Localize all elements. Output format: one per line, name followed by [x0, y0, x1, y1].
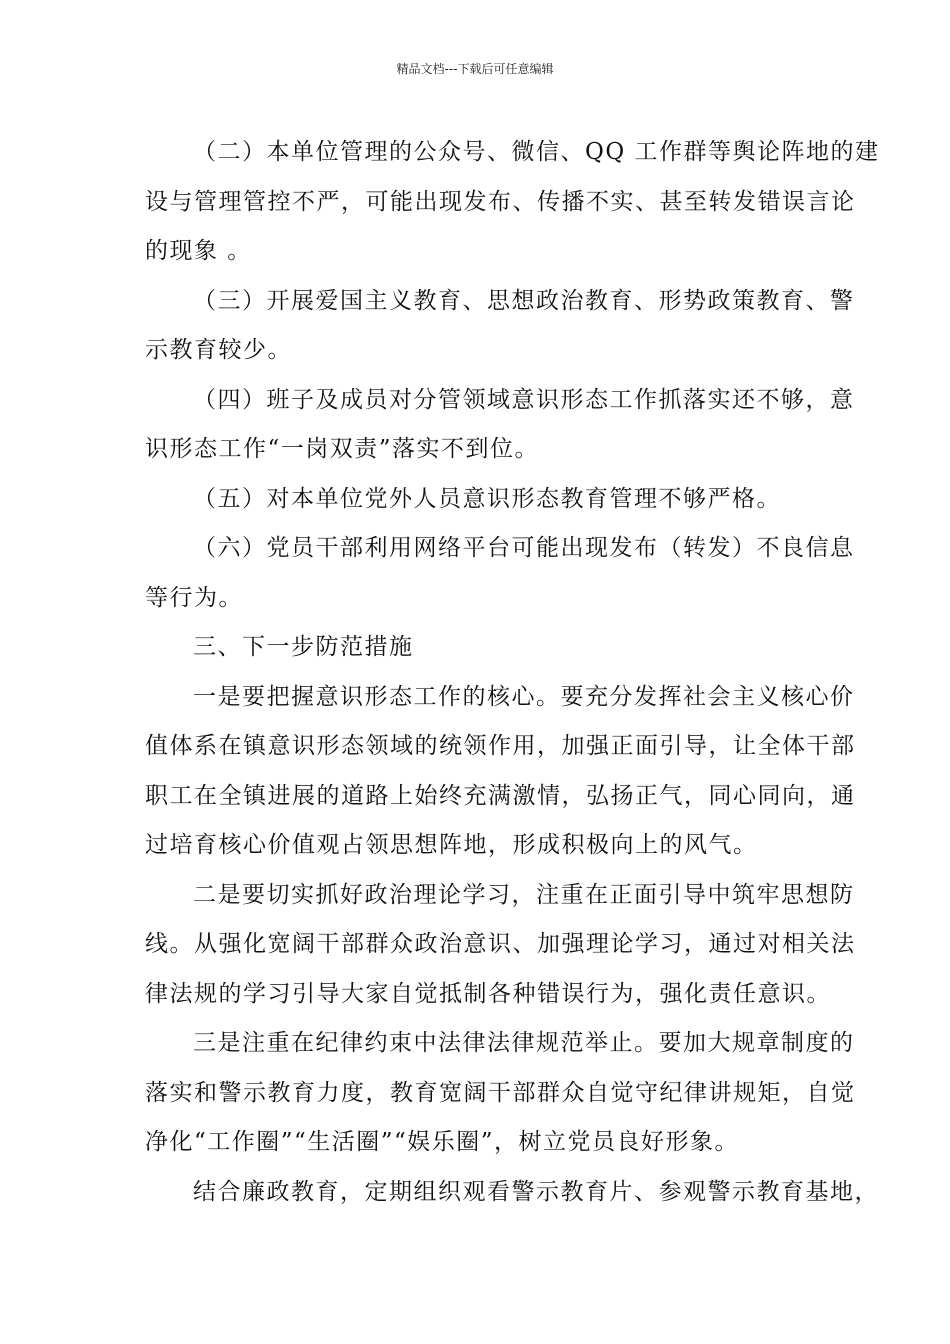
text-line: 等行为。 — [145, 584, 243, 611]
text-line: 示教育较少。 — [145, 337, 292, 363]
text-line: 值体系在镇意识形态领域的统领作用，加强正面引导，让全体干部 — [145, 733, 856, 759]
heading-text: 三、下一步防范措施 — [193, 634, 414, 660]
text-line: 的现象 。 — [145, 238, 252, 264]
text-line: 一是要把握意识形态工作的核心。要充分发挥社会主义核心价 — [193, 683, 855, 710]
measure-three — [145, 1019, 856, 1168]
text-line: 线。从强化宽阔干部群众政治意识、加强理论学习，通过对相关法 — [145, 931, 856, 957]
paragraph-item-4 — [145, 376, 855, 475]
text-line: 落实和警示教育力度，教育宽阔干部群众自觉守纪律讲规矩，自觉 — [145, 1079, 856, 1106]
paragraph-item-6 — [145, 524, 855, 623]
text-line: 净化“工作圈”“生活圈”“娱乐圈”，树立党员良好形象。 — [145, 1129, 740, 1155]
paragraph-item-2 — [145, 128, 880, 277]
text-line: （四）班子及成员对分管领域意识形态工作抓落实还不够，意 — [193, 386, 855, 413]
text-line: 识形态工作“一岗双责”落实不到位。 — [145, 436, 540, 462]
section-heading — [145, 623, 815, 673]
text-line: 律法规的学习引导大家自觉抵制各种错误行为，强化责任意识。 — [145, 980, 831, 1007]
text-line: （三）开展爱国主义教育、思想政治教育、形势政策教育、警 — [193, 287, 855, 314]
paragraph-item-5 — [145, 475, 815, 525]
text-line: 结合廉政教育，定期组织观看警示教育片、参观警示教育基地， — [193, 1178, 879, 1205]
text-line: 职工在全镇进展的道路上始终充满激情，弘扬正气，同心同向，通 — [145, 782, 856, 809]
text-line: 设与管理管控不严，可能出现发布、传播不实、甚至转发错误言论 — [145, 188, 856, 215]
page-header: 精品文档---下载后可任意编辑 — [396, 62, 554, 76]
text-line: （六）党员干部利用网络平台可能出现发布（转发）不良信息 — [193, 535, 855, 561]
text-line: （五）对本单位党外人员意识形态教育管理不够严格。 — [193, 485, 781, 512]
text-line: （二）本单位管理的公众号、微信、QQ 工作群等舆论阵地的建 — [193, 139, 880, 165]
closing-paragraph — [145, 1168, 879, 1218]
text-line: 三是注重在纪律约束中法律法律规范举止。要加大规章制度的 — [193, 1030, 855, 1056]
measure-one — [145, 673, 856, 871]
text-line: 二是要切实抓好政治理论学习，注重在正面引导中筑牢思想防 — [193, 881, 855, 908]
paragraph-item-3 — [145, 277, 855, 376]
text-line: 过培育核心价值观占领思想阵地，形成积极向上的风气。 — [145, 832, 758, 858]
document-body — [145, 128, 880, 1217]
measure-two — [145, 871, 856, 1020]
